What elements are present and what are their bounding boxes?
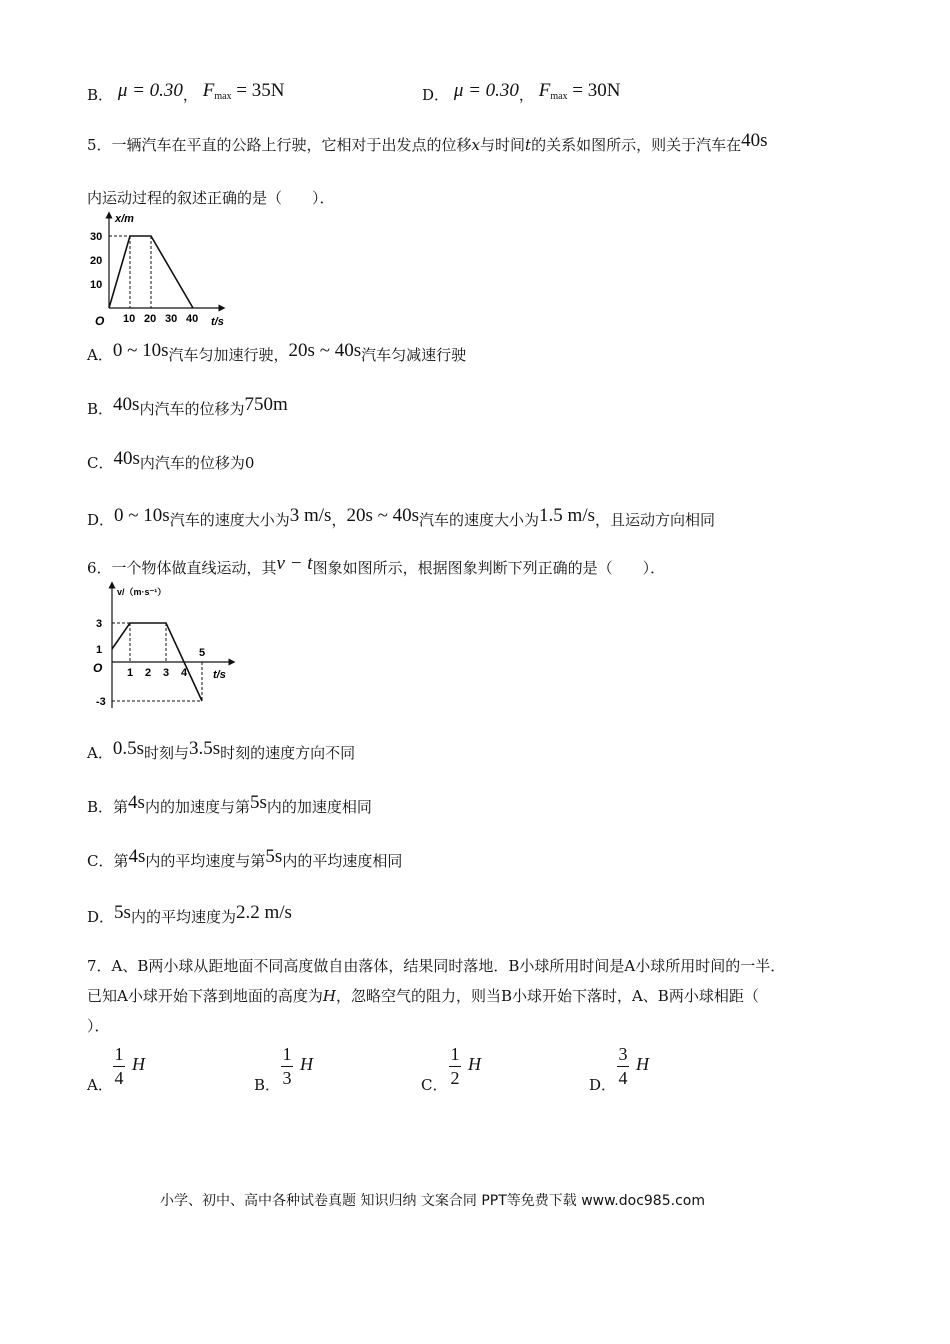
y-tick-label: 10 [90, 279, 103, 291]
q6-option-a [87, 738, 356, 763]
formula: 3.5s [189, 738, 221, 759]
option-label: A． [87, 744, 113, 762]
q7-option-c-var: H [468, 1054, 481, 1074]
option-text: 内汽车的位移为 [139, 400, 245, 418]
q4-option-d [422, 80, 621, 111]
stem-text: 5．一辆汽车在平直的公路上行驶，它相对于出发点的位移 [87, 136, 472, 154]
y-axis-label: v/（m·s⁻¹） [117, 587, 167, 597]
formula-value: = 35N [231, 80, 285, 101]
denominator: 3 [282, 1068, 292, 1088]
option-text: 第 [113, 798, 129, 816]
q5-option-d [87, 505, 716, 530]
formula: 40s [741, 130, 768, 151]
separator: ， [182, 86, 198, 104]
q6-option-b [87, 792, 372, 817]
q7-option-b-var: H [300, 1054, 313, 1074]
q6-option-d [87, 902, 292, 927]
option-text: ， [331, 511, 347, 529]
option-text: 第 [113, 852, 129, 870]
formula: 4s [128, 846, 146, 867]
fraction-bar [449, 1066, 461, 1067]
q7-option-a-label: A． [87, 1076, 113, 1094]
q5-xt-chart [87, 210, 237, 332]
stem-text: ，忽略空气的阻力，则当B小球开始下落时，A、B两小球相距（ [335, 987, 759, 1005]
denominator: 4 [114, 1068, 124, 1088]
q5-option-b [87, 394, 288, 419]
x-tick-label: 30 [165, 313, 178, 325]
option-label: D． [87, 908, 115, 926]
option-text: 汽车的速度大小为 [169, 511, 290, 529]
y-tick-label: -3 [96, 696, 106, 708]
x-tick-label: 3 [163, 667, 170, 679]
q7-option-a-var: H [132, 1054, 145, 1074]
formula: 0 ~ 10s [112, 340, 169, 361]
q5-stem-line2: 内运动过程的叙述正确的是（ ）． [87, 189, 335, 207]
option-text: 内的平均速度为 [130, 908, 236, 926]
q5-stem-line1 [87, 130, 768, 155]
q7-option-b-fraction [281, 1044, 293, 1089]
formula-sub: max [214, 91, 232, 102]
formula-sub: max [550, 91, 568, 102]
q7-stem-line1: 7．A、B两小球从距地面不同高度做自由落体，结果同时落地．B小球所用时间是A小球所用时间的一半． [87, 957, 786, 975]
formula: v − t [276, 553, 313, 574]
q5-option-c [87, 448, 255, 473]
x-tick-label: 4 [181, 667, 188, 679]
option-text: 内的加速度相同 [266, 798, 372, 816]
q6-stem [87, 553, 666, 578]
stem-text: 6．一个物体做直线运动，其 [87, 559, 277, 577]
option-text: ，且运动方向相同 [595, 511, 716, 529]
formula: 20s ~ 40s [346, 505, 420, 526]
var-H: H [322, 987, 336, 1005]
q7-option-d-fraction [617, 1044, 629, 1089]
x-tick-label: 5 [199, 647, 206, 659]
q6-vt-chart [87, 580, 247, 715]
option-text: 汽车匀减速行驶 [361, 346, 467, 364]
option-text: 时刻的速度方向不同 [220, 744, 356, 762]
var-x: x [471, 136, 481, 154]
x-axis-label: t/s [213, 669, 226, 681]
q7-option-a-fraction [113, 1044, 125, 1089]
formula: 4s [128, 792, 145, 813]
x-tick-label: 40 [186, 313, 199, 325]
option-label: B． [87, 400, 114, 418]
origin-label: O [95, 314, 105, 328]
option-text: 时刻与 [144, 744, 190, 762]
q5-option-a [87, 340, 467, 365]
fraction-bar [617, 1066, 629, 1067]
formula: 0 ~ 10s [114, 505, 170, 526]
option-text: 内的加速度与第 [144, 798, 250, 816]
x-tick-label: 1 [127, 667, 134, 679]
formula: 5s [114, 902, 131, 923]
stem-text: 的关系如图所示，则关于汽车在 [531, 136, 742, 154]
q7-option-c-fraction [449, 1044, 461, 1089]
formula: 3 m/s [289, 505, 332, 526]
formula: 750m [244, 394, 288, 415]
y-axis-label: x/m [115, 213, 134, 225]
separator: ， [518, 86, 534, 104]
option-text: 内汽车的位移为0 [139, 454, 255, 472]
q7-stem-line2 [87, 986, 759, 1006]
option-text: 汽车的速度大小为 [419, 511, 540, 529]
denominator: 4 [618, 1068, 628, 1088]
numerator: 1 [450, 1044, 460, 1064]
option-label: A． [87, 346, 113, 364]
formula-var: F [538, 80, 551, 101]
formula-value: = 30N [567, 80, 621, 101]
formula: μ = 0.30 [117, 80, 183, 101]
stem-text: 图象如图所示，根据图象判断下列正确的是（ ）． [312, 559, 666, 577]
fraction-bar [113, 1066, 125, 1067]
formula: 40s [113, 448, 140, 469]
q6-option-c [87, 846, 403, 871]
formula: 0.5s [112, 738, 144, 759]
q7-option-d-var: H [636, 1054, 649, 1074]
formula: 2.2 m/s [235, 902, 292, 923]
option-label: B． [87, 86, 114, 104]
formula-var: F [202, 80, 215, 101]
numerator: 1 [114, 1044, 124, 1064]
fraction-bar [281, 1066, 293, 1067]
q7-stem-line3: ）． [87, 1017, 110, 1035]
q4-option-b [87, 80, 285, 111]
y-tick-label: 30 [90, 231, 103, 243]
y-tick-label: 3 [96, 618, 103, 630]
denominator: 2 [450, 1068, 460, 1088]
option-label: D． [422, 86, 450, 104]
origin-label: O [93, 661, 103, 675]
formula: μ = 0.30 [453, 80, 519, 101]
x-tick-label: 2 [145, 667, 152, 679]
page-footer: 小学、初中、高中各种试卷真题 知识归纳 文案合同 PPT等免费下载 www.doc985.com [160, 1193, 705, 1209]
y-tick-label: 20 [90, 255, 103, 267]
option-text: 内的平均速度相同 [282, 852, 403, 870]
formula: 20s ~ 40s [288, 340, 362, 361]
x-tick-label: 20 [144, 313, 157, 325]
q7-option-d-label: D． [589, 1076, 617, 1094]
var-t: t [525, 136, 532, 154]
option-text: 汽车匀加速行驶， [168, 346, 289, 364]
formula: 5s [265, 846, 283, 867]
numerator: 3 [618, 1044, 628, 1064]
y-tick-label: 1 [96, 644, 103, 656]
x-tick-label: 10 [123, 313, 136, 325]
option-text: 内的平均速度与第 [145, 852, 266, 870]
numerator: 1 [282, 1044, 292, 1064]
option-label: B． [87, 798, 114, 816]
q7-option-c-label: C． [421, 1076, 448, 1094]
option-label: C． [87, 454, 114, 472]
stem-text: 与时间 [480, 136, 526, 154]
stem-text: 已知A小球开始下落到地面的高度为 [87, 987, 323, 1005]
formula: 5s [249, 792, 267, 813]
option-label: C． [87, 852, 114, 870]
formula: 40s [113, 394, 140, 415]
x-axis-label: t/s [211, 316, 224, 328]
formula: 1.5 m/s [539, 505, 595, 526]
option-label: D． [87, 511, 115, 529]
q7-option-b-label: B． [254, 1076, 281, 1094]
